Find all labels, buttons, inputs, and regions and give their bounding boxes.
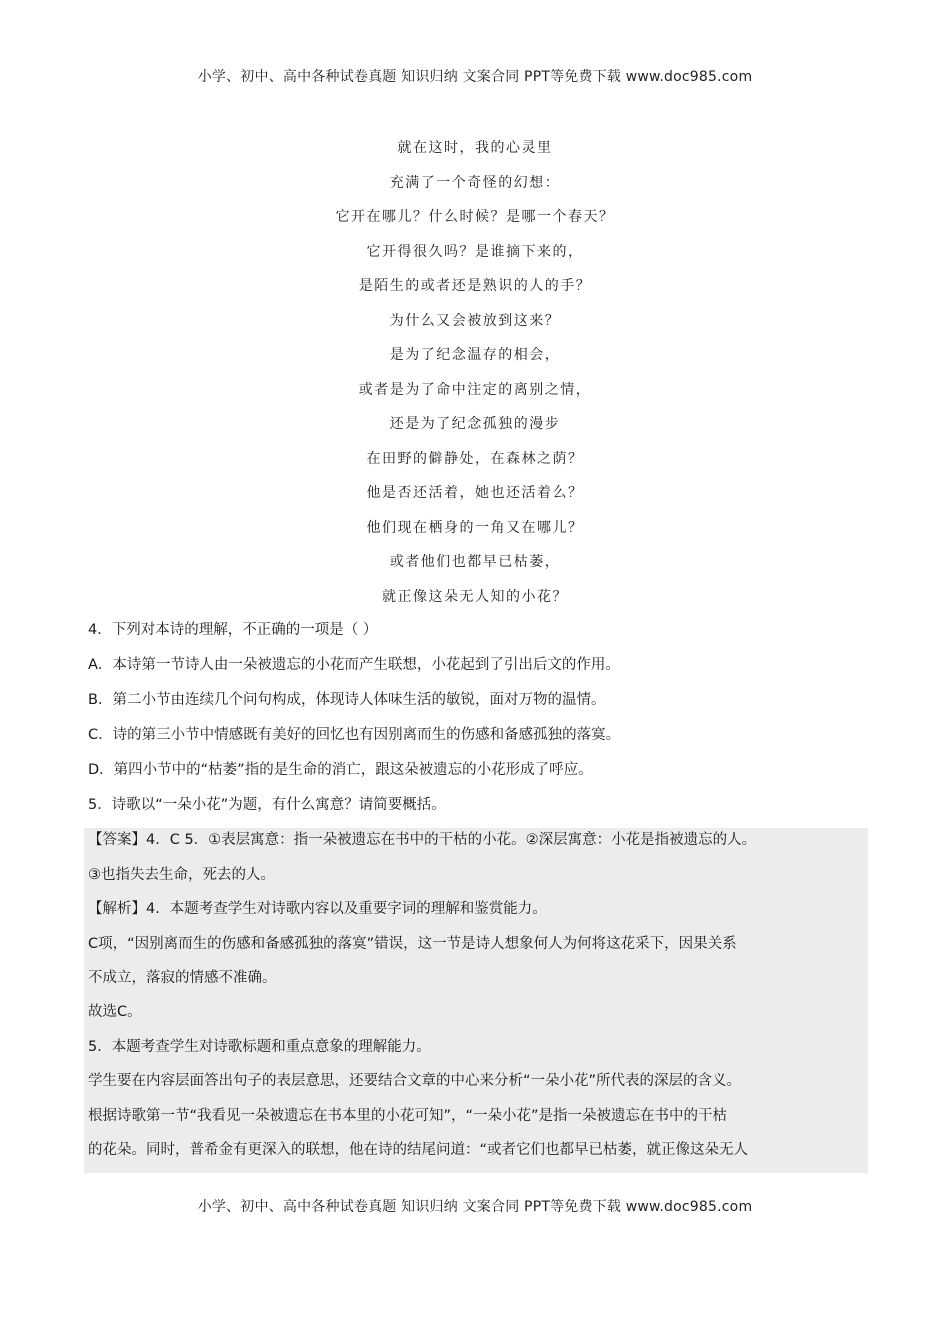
option-a: A．本诗第一节诗人由一朵被遗忘的小花而产生联想，小花起到了引出后文的作用。 <box>88 657 620 673</box>
option-c: C．诗的第三小节中情感既有美好的回忆也有因别离而生的伤感和备感孤独的落寞。 <box>88 727 621 743</box>
answer-line: 【答案】4．C 5．①表层寓意：指一朵被遗忘在书中的干枯的小花。②深层寓意：小花是指被遗忘的人。 <box>88 832 757 848</box>
poem-line: 或者他们也都早已枯萎， <box>389 554 561 570</box>
poem-line: 他们现在栖身的一角又在哪儿？ <box>366 519 584 536</box>
analysis-line: 根据诗歌第一节“我看见一朵被遗忘在书本里的小花可知”，“一朵小花”是指一朵被遗忘在书中的干枯 <box>88 1107 728 1124</box>
analysis-line: 不成立，落寂的情感不准确。 <box>88 970 277 986</box>
option-b: B．第二小节由连续几个问句构成，体现诗人体味生活的敏锐，面对万物的温情。 <box>88 692 606 708</box>
question-4: 4．下列对本诗的理解，不正确的一项是（ ） <box>88 622 378 638</box>
questions-section <box>88 618 864 1173</box>
page-footer: 小学、初中、高中各种试卷真题 知识归纳 文案合同 PPT等免费下载 www.doc985.com <box>197 1199 753 1215</box>
poem-line: 为什么又会被放到这来？ <box>389 312 561 329</box>
poem-line: 就正像这朵无人知的小花？ <box>382 588 568 605</box>
option-d: D．第四小节中的“枯萎”指的是生命的消亡，跟这朵被遗忘的小花形成了呼应。 <box>88 762 593 778</box>
page-header: 小学、初中、高中各种试卷真题 知识归纳 文案合同 PPT等免费下载 www.doc985.com <box>197 69 753 85</box>
analysis-line: 学生要在内容层面答出句子的表层意思，还要结合文章的中心来分析“一朵小花”所代表的深层的含义。 <box>88 1073 742 1089</box>
poem-line: 在田野的僻静处，在森林之荫？ <box>366 450 584 467</box>
analysis-line: 5．本题考查学生对诗歌标题和重点意象的理解能力。 <box>88 1038 431 1055</box>
poem-line: 它开得很久吗？是谁摘下来的， <box>366 243 584 260</box>
poem-line: 还是为了纪念孤独的漫步 <box>389 416 561 432</box>
analysis-line: 【解析】4．本题考查学生对诗歌内容以及重要字词的理解和鉴赏能力。 <box>88 901 547 917</box>
analysis-line: 故选C。 <box>88 1004 142 1020</box>
poem-line: 是为了纪念温存的相会， <box>389 347 561 363</box>
poem-line: 充满了一个奇怪的幻想： <box>389 174 561 191</box>
poem-line: 它开在哪儿？什么时候？是哪一个春天？ <box>335 209 615 225</box>
analysis-line: C项，“因别离而生的伤感和备感孤独的落寞”错误，这一节是诗人想象何人为何将这花采下，因果关系 <box>88 935 737 952</box>
poem-line: 或者是为了命中注定的离别之情， <box>358 381 592 398</box>
analysis-line: 的花朵。同时，普希金有更深入的联想，他在诗的结尾问道：“或者它们也都早已枯萎，就正像这朵无人 <box>88 1142 749 1158</box>
answer-line: ③也指失去生命，死去的人。 <box>88 866 275 883</box>
answer-block <box>84 828 868 1173</box>
poem-line: 他是否还活着，她也还活着么？ <box>366 485 584 501</box>
poem <box>0 136 950 619</box>
poem-line: 是陌生的或者还是熟识的人的手？ <box>358 278 592 294</box>
question-5: 5．诗歌以“一朵小花”为题，有什么寓意？请简要概括。 <box>88 797 446 813</box>
poem-line: 就在这时，我的心灵里 <box>397 140 553 156</box>
